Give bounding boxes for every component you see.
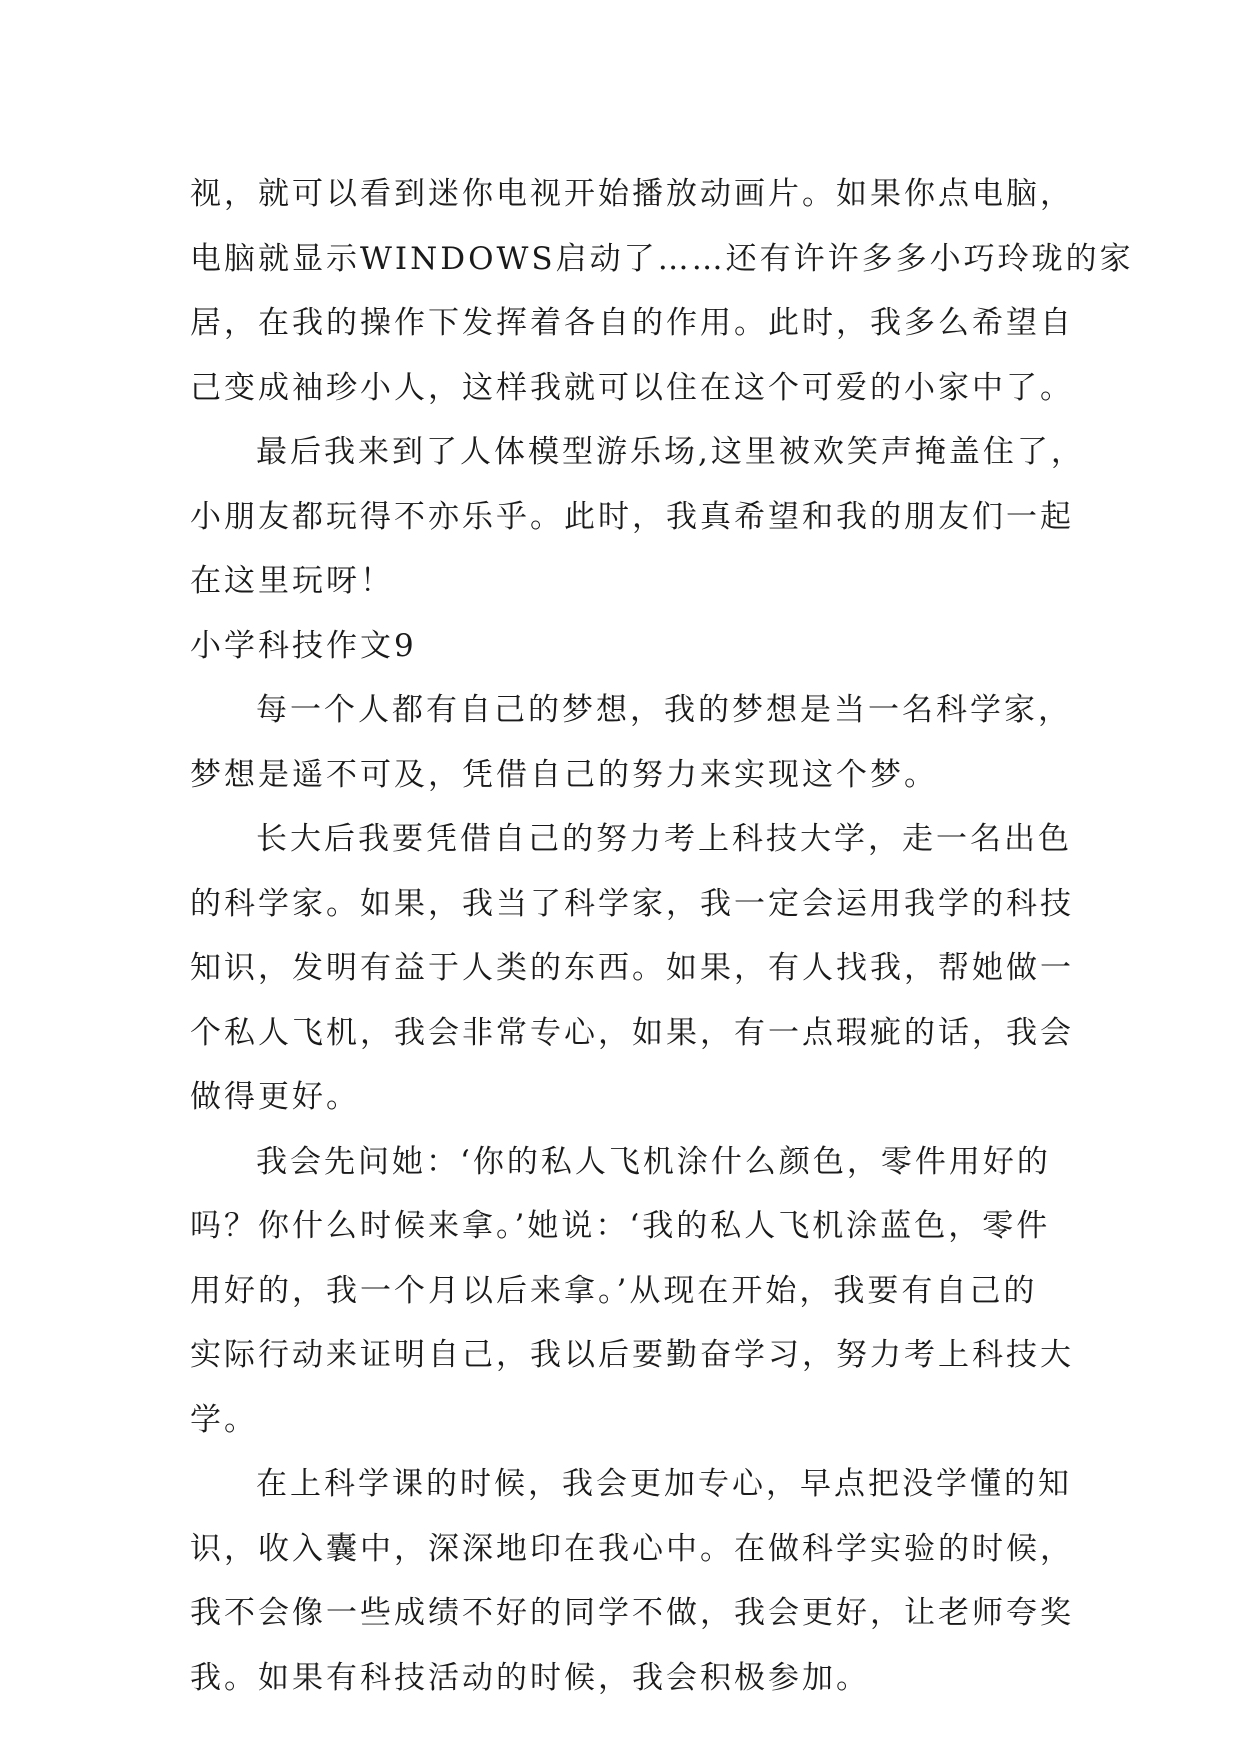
- text-line: 实际行动来证明自己，我以后要勤奋学习，努力考上科技大: [190, 1337, 1074, 1373]
- paragraph-start-line: 在上科学课的时候，我会更加专心，早点把没学懂的知: [256, 1466, 1072, 1502]
- text-line: 居，在我的操作下发挥着各自的作用。此时，我多么希望自: [190, 305, 1074, 341]
- paragraph-start-line: 最后我来到了人体模型游乐场,这里被欢笑声掩盖住了，: [256, 434, 1085, 470]
- text-line: 梦想是遥不可及，凭借自己的努力来实现这个梦。: [190, 756, 938, 793]
- text-line: 学。: [190, 1401, 258, 1438]
- text-line: 电脑就显示WINDOWS启动了……还有许许多多小巧玲珑的家: [190, 240, 1134, 277]
- text-line: 做得更好。: [190, 1079, 360, 1115]
- text-line: 在这里玩呀！: [190, 563, 394, 599]
- text-line: 用好的，我一个月以后来拿。’从现在开始，我要有自己的: [190, 1272, 1038, 1309]
- paragraph-start-line: 长大后我要凭借自己的努力考上科技大学，走一名出色: [256, 821, 1072, 857]
- text-line: 的科学家。如果，我当了科学家，我一定会运用我学的科技: [190, 885, 1074, 922]
- text-line: 我。如果有科技活动的时候，我会积极参加。: [190, 1659, 870, 1696]
- section-heading: 小学科技作文9: [190, 627, 417, 664]
- text-line: 己变成袖珍小人，这样我就可以住在这个可爱的小家中了。: [190, 369, 1074, 406]
- document-body: [190, 162, 1134, 1710]
- text-line: 知识，发明有益于人类的东西。如果，有人找我，帮她做一: [190, 950, 1074, 986]
- text-line: 视，就可以看到迷你电视开始播放动画片。如果你点电脑，: [190, 176, 1074, 212]
- text-line: 识，收入囊中，深深地印在我心中。在做科学实验的时候，: [190, 1530, 1074, 1567]
- text-line: 小朋友都玩得不亦乐乎。此时，我真希望和我的朋友们一起: [190, 498, 1074, 535]
- text-line: 个私人飞机，我会非常专心，如果，有一点瑕疵的话，我会: [190, 1014, 1074, 1051]
- text-line: 吗？你什么时候来拿。’她说：‘我的私人飞机涂蓝色，零件: [190, 1208, 1051, 1244]
- paragraph-start-line: 我会先问她：‘你的私人飞机涂什么颜色，零件用好的: [256, 1143, 1051, 1180]
- text-line: 我不会像一些成绩不好的同学不做，我会更好，让老师夸奖: [190, 1595, 1074, 1631]
- paragraph-start-line: 每一个人都有自己的梦想，我的梦想是当一名科学家，: [256, 692, 1072, 728]
